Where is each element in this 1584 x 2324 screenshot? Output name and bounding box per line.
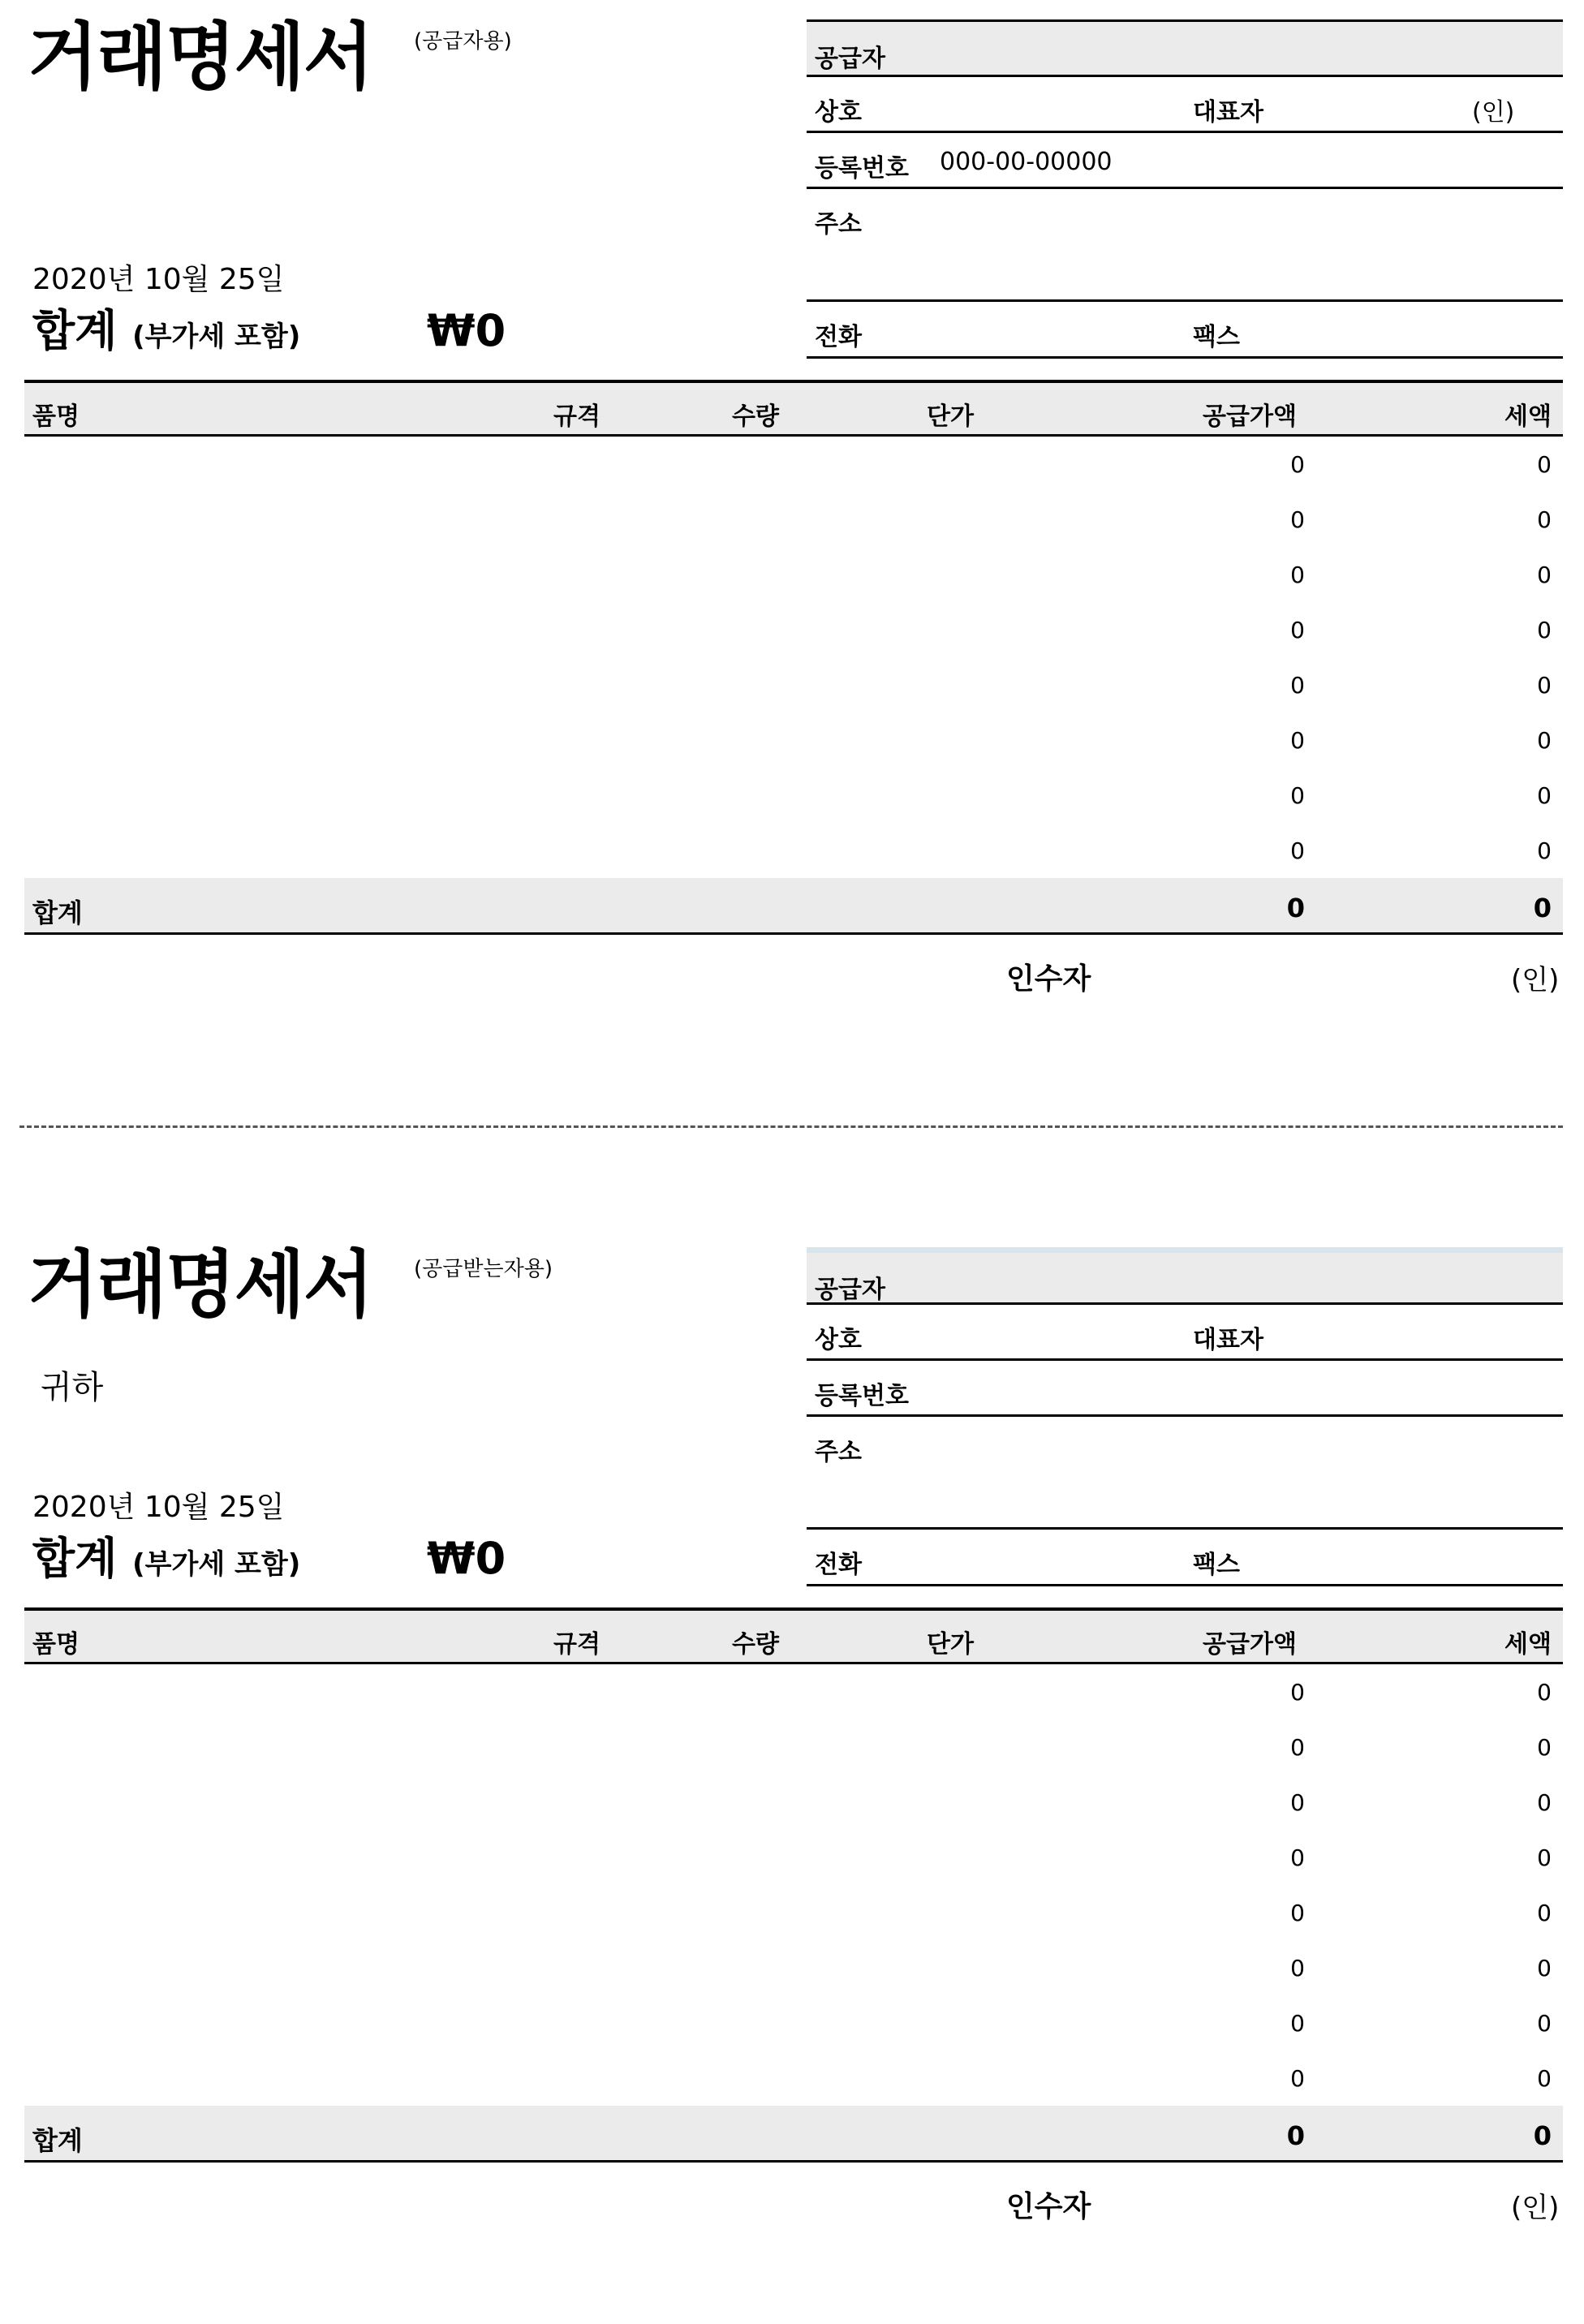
supply-cell: 0 <box>1290 1900 1305 1926</box>
recipient-suffix: 귀하 <box>41 1369 104 1406</box>
col-supply-amount: 공급가액 <box>1203 402 1297 431</box>
tax-cell: 0 <box>1537 727 1552 754</box>
table-row <box>24 768 1563 823</box>
items-table <box>24 1607 1563 2176</box>
fax-label: 팩스 <box>1193 1551 1240 1579</box>
supply-cell: 0 <box>1290 2065 1305 2092</box>
supply-cell: 0 <box>1290 837 1305 864</box>
tax-cell: 0 <box>1537 1789 1552 1816</box>
grand-total-label <box>32 1526 300 1597</box>
sum-label: 합계 <box>32 897 83 928</box>
col-spec: 규격 <box>553 1630 600 1659</box>
supply-cell: 0 <box>1290 1679 1305 1706</box>
tax-cell: 0 <box>1537 2065 1552 2092</box>
table-row <box>24 657 1563 712</box>
supplier-header: 공급자 <box>815 45 885 73</box>
issue-date: 2020년 10월 25일 <box>32 263 285 296</box>
registration-label: 등록번호 <box>815 1382 909 1410</box>
col-unit-price: 단가 <box>927 1630 974 1659</box>
grand-total-amount: ₩0 <box>427 1533 506 1584</box>
document-title: 거래명세서 <box>28 15 372 100</box>
tax-cell: 0 <box>1537 672 1552 699</box>
registration-number: 000-00-00000 <box>940 148 1113 176</box>
sum-supply: 0 <box>1286 893 1305 923</box>
acceptor-seal: (인) <box>1511 964 1560 996</box>
supply-cell: 0 <box>1290 2010 1305 2037</box>
tax-cell: 0 <box>1537 451 1552 478</box>
supply-cell: 0 <box>1290 451 1305 478</box>
items-table <box>24 380 1563 948</box>
supply-cell: 0 <box>1290 727 1305 754</box>
address-label: 주소 <box>815 210 862 239</box>
seal-mark: (인) <box>1472 98 1515 127</box>
col-item-name: 품명 <box>32 1630 80 1659</box>
col-unit-price: 단가 <box>927 402 974 431</box>
registration-row <box>807 1361 1563 1417</box>
items-table-header <box>24 380 1563 437</box>
tax-cell: 0 <box>1537 562 1552 588</box>
grand-total-label <box>32 299 300 369</box>
items-sum-row <box>24 878 1563 935</box>
phone-label: 전화 <box>815 1551 862 1579</box>
company-label: 상호 <box>815 98 862 127</box>
supply-cell: 0 <box>1290 617 1305 643</box>
table-row <box>24 1830 1563 1885</box>
table-row <box>24 547 1563 602</box>
address-row <box>807 1417 1563 1530</box>
table-row <box>24 437 1563 492</box>
table-row <box>24 492 1563 547</box>
registration-row <box>807 133 1563 189</box>
tax-cell: 0 <box>1537 782 1552 809</box>
table-row <box>24 1995 1563 2051</box>
supplier-copy <box>0 0 1584 1079</box>
supply-cell: 0 <box>1290 1844 1305 1871</box>
supply-cell: 0 <box>1290 672 1305 699</box>
table-row <box>24 823 1563 878</box>
tax-cell: 0 <box>1537 1900 1552 1926</box>
col-supply-amount: 공급가액 <box>1203 1630 1297 1659</box>
supplier-info-panel <box>807 1247 1563 1588</box>
table-row <box>24 602 1563 657</box>
supply-cell: 0 <box>1290 506 1305 533</box>
tax-cell: 0 <box>1537 617 1552 643</box>
contact-row <box>807 302 1563 359</box>
col-tax: 세액 <box>1504 402 1552 431</box>
acceptor-seal: (인) <box>1511 2192 1560 2224</box>
supply-cell: 0 <box>1290 782 1305 809</box>
tax-cell: 0 <box>1537 837 1552 864</box>
acceptor-label: 인수자 <box>1006 962 1091 996</box>
grand-total-title: 합계 <box>32 1533 118 1584</box>
supplier-header-row <box>807 19 1563 77</box>
sum-tax: 0 <box>1533 2120 1552 2151</box>
table-row <box>24 712 1563 768</box>
col-quantity: 수량 <box>732 1630 779 1659</box>
company-row <box>807 77 1563 133</box>
supply-cell: 0 <box>1290 1789 1305 1816</box>
col-tax: 세액 <box>1504 1630 1552 1659</box>
supply-cell: 0 <box>1290 562 1305 588</box>
representative-label: 대표자 <box>1193 1326 1263 1354</box>
tax-cell: 0 <box>1537 1844 1552 1871</box>
supply-cell: 0 <box>1290 1955 1305 1982</box>
table-row <box>24 1719 1563 1775</box>
vat-included-note: (부가세 포함) <box>132 1548 301 1581</box>
items-table-header <box>24 1607 1563 1664</box>
representative-label: 대표자 <box>1193 98 1263 127</box>
sum-tax: 0 <box>1533 893 1552 923</box>
fax-label: 팩스 <box>1193 323 1240 351</box>
table-row <box>24 1775 1563 1830</box>
sum-label: 합계 <box>32 2125 83 2156</box>
table-row <box>24 2051 1563 2106</box>
tax-cell: 0 <box>1537 1955 1552 1982</box>
document-title: 거래명세서 <box>28 1242 372 1328</box>
col-spec: 규격 <box>553 402 600 431</box>
tax-cell: 0 <box>1537 1734 1552 1761</box>
address-row <box>807 189 1563 302</box>
contact-row <box>807 1530 1563 1586</box>
supplier-info-panel <box>807 19 1563 360</box>
company-row <box>807 1305 1563 1361</box>
company-label: 상호 <box>815 1326 862 1354</box>
vat-included-note: (부가세 포함) <box>132 321 301 353</box>
copy-label: (공급자용) <box>414 29 512 54</box>
acceptor-label: 인수자 <box>1006 2190 1091 2223</box>
tax-cell: 0 <box>1537 506 1552 533</box>
recipient-copy <box>0 1228 1584 2307</box>
copy-label: (공급받는자용) <box>414 1257 553 1281</box>
table-row <box>24 1940 1563 1995</box>
registration-label: 등록번호 <box>815 154 909 183</box>
tax-cell: 0 <box>1537 2010 1552 2037</box>
col-item-name: 품명 <box>32 402 80 431</box>
phone-label: 전화 <box>815 323 862 351</box>
issue-date: 2020년 10월 25일 <box>32 1491 285 1524</box>
supply-cell: 0 <box>1290 1734 1305 1761</box>
supplier-header-row <box>807 1247 1563 1305</box>
grand-total-title: 합계 <box>32 305 118 356</box>
items-sum-row <box>24 2106 1563 2163</box>
table-row <box>24 1885 1563 1940</box>
col-quantity: 수량 <box>732 402 779 431</box>
cut-line <box>19 1125 1563 1128</box>
sum-supply: 0 <box>1286 2120 1305 2151</box>
tax-cell: 0 <box>1537 1679 1552 1706</box>
grand-total-amount: ₩0 <box>427 305 506 356</box>
table-row <box>24 1664 1563 1719</box>
supplier-header: 공급자 <box>815 1276 885 1304</box>
address-label: 주소 <box>815 1438 862 1466</box>
